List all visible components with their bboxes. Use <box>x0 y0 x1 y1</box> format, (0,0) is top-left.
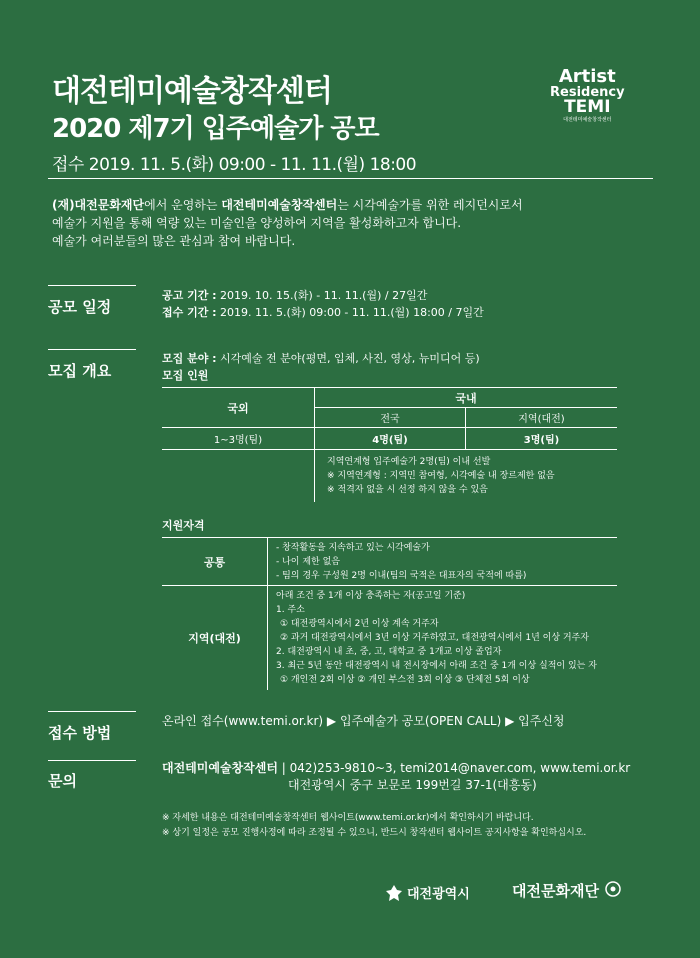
schedule-heading: 공모 일정 <box>48 298 112 316</box>
page-subtitle: 2020 제7기 입주예술가 공모 <box>52 114 379 144</box>
apply-text: 온라인 접수(www.temi.or.kr) ▶ 입주예술가 공모(OPEN CALL) ▶ 입주신청 <box>162 714 565 728</box>
people-label: 모집 인원 <box>162 369 209 382</box>
logo-line2: Residency <box>550 85 625 100</box>
intro-center: 대전테미예술창작센터 <box>221 198 338 212</box>
regional-2: 1. 주소 <box>276 604 305 615</box>
intro-paragraph <box>52 196 523 250</box>
contact-org: 대전테미예술창작센터 <box>162 761 278 775</box>
field-value: 시각예술 전 분야(평면, 입체, 사진, 영상, 뉴미디어 등) <box>216 352 480 365</box>
note-2: ※ 지역연계형 : 지역민 참여형, 시각예술 내 장르제한 없음 <box>327 470 555 481</box>
regional-conditions <box>268 586 618 690</box>
header-domestic: 국내 <box>315 388 618 408</box>
common-conditions <box>268 538 618 586</box>
common-1: - 창작활동을 지속하고 있는 시각예술가 <box>276 542 430 553</box>
regional-1: 아래 조건 중 1개 이상 충족하는 자(공고일 기준) <box>276 590 466 601</box>
recruitment-table <box>162 387 617 502</box>
common-3: - 팀의 경우 구성원 2명 이내(팀의 국적은 대표자의 국적에 따름) <box>276 570 527 581</box>
common-label: 공통 <box>162 538 268 586</box>
schedule-body <box>162 287 484 321</box>
page-title: 대전테미예술창작센터 <box>52 74 332 109</box>
regional-count: 3명(팀) <box>466 428 618 450</box>
note-3: ※ 적격자 없을 시 선정 하지 않을 수 있음 <box>327 484 488 495</box>
temi-logo <box>550 68 625 123</box>
contact-line2: 대전광역시 중구 보문로 199번길 37-1(대흥동) <box>288 778 537 792</box>
regional-6: 3. 최근 5년 동안 대전광역시 내 전시장에서 아래 조건 중 1개 이상 실적이 있는 자 <box>276 660 597 671</box>
qualification-table <box>162 537 617 690</box>
regional-label: 지역(대전) <box>162 586 268 690</box>
footnote-2: ※ 상기 일정은 공모 진행사정에 따라 조정될 수 있으니, 반드시 창작센터 웹사이트 공지사항을 확인하십시오. <box>162 828 587 838</box>
logo-line3: TEMI <box>564 97 611 117</box>
overseas-count: 1~3명(팀) <box>162 428 315 450</box>
qual-label: 지원자격 <box>162 519 205 532</box>
foundation-name: 대전문화재단 <box>512 882 599 900</box>
overview-heading: 모집 개요 <box>48 362 112 380</box>
field-label: 모집 분야 : <box>162 352 217 365</box>
city-emblem-icon <box>385 884 403 902</box>
footnote-1: ※ 자세한 내용은 대전테미예술창작센터 웹사이트(www.temi.or.kr)에서 확인하시기 바랍니다. <box>162 813 534 823</box>
header-divider <box>48 178 653 179</box>
intro-line3: 예술가 여러분들의 많은 관심과 참여 바랍니다. <box>52 234 296 248</box>
empty-cell <box>162 450 315 502</box>
contact-line1: | 042)253-9810~3, temi2014@naver.com, www.temi.or.kr <box>277 761 631 775</box>
contact-heading: 문의 <box>48 772 77 790</box>
application-period: 접수 2019. 11. 5.(화) 09:00 - 11. 11.(월) 18:00 <box>52 155 417 175</box>
apply-heading: 접수 방법 <box>48 724 112 742</box>
overview-body <box>162 350 480 384</box>
regional-4: ② 과거 대전광역시에서 3년 이상 거주하였고, 대전광역시에서 1년 이상 거주자 <box>280 632 589 643</box>
common-2: - 나이 제한 없음 <box>276 556 340 567</box>
header-overseas: 국외 <box>162 388 315 428</box>
intro-line2: 예술가 지원을 통해 역량 있는 미술인을 양성하여 지역을 활성화하고자 합니다. <box>52 216 462 230</box>
foundation-logo <box>512 880 622 901</box>
overview-rule <box>48 349 136 350</box>
contact-rule <box>48 760 136 761</box>
announce-value: 2019. 10. 15.(화) - 11. 11.(월) / 27일간 <box>216 289 428 302</box>
receipt-label: 접수 기간 : <box>162 306 217 319</box>
regional-3: ① 대전광역시에서 2년 이상 계속 거주자 <box>280 618 439 629</box>
contact-body <box>162 760 630 794</box>
national-count: 4명(팀) <box>315 428 466 450</box>
foundation-emblem-icon <box>604 880 622 898</box>
daejeon-city-logo <box>385 883 470 902</box>
recruit-notes <box>315 450 618 502</box>
announce-label: 공고 기간 : <box>162 289 217 302</box>
regional-7: ① 개인전 2회 이상 ② 개인 부스전 3회 이상 ③ 단체전 5회 이상 <box>280 674 530 685</box>
qual-heading <box>162 517 205 534</box>
intro-text2: 는 시각예술가를 위한 레지던시로서 <box>337 198 523 212</box>
logo-line4: 대전테미예술창작센터 <box>563 117 612 123</box>
intro-text1: 에서 운영하는 <box>144 198 222 212</box>
intro-org: (재)대전문화재단 <box>52 198 145 212</box>
header-regional: 지역(대전) <box>466 408 618 428</box>
schedule-rule <box>48 285 136 286</box>
apply-rule <box>48 711 136 712</box>
regional-5: 2. 대전광역시 내 초, 중, 고, 대학교 중 1개교 이상 졸업자 <box>276 646 502 657</box>
note-1: 지역연계형 입주예술가 2명(팀) 이내 선발 <box>327 456 491 467</box>
footnotes <box>162 811 586 841</box>
logo-line1: Artist <box>558 66 616 87</box>
city-name: 대전광역시 <box>407 887 470 902</box>
receipt-value: 2019. 11. 5.(화) 09:00 - 11. 11.(월) 18:00 / 7일간 <box>216 306 484 319</box>
header-national: 전국 <box>315 408 466 428</box>
